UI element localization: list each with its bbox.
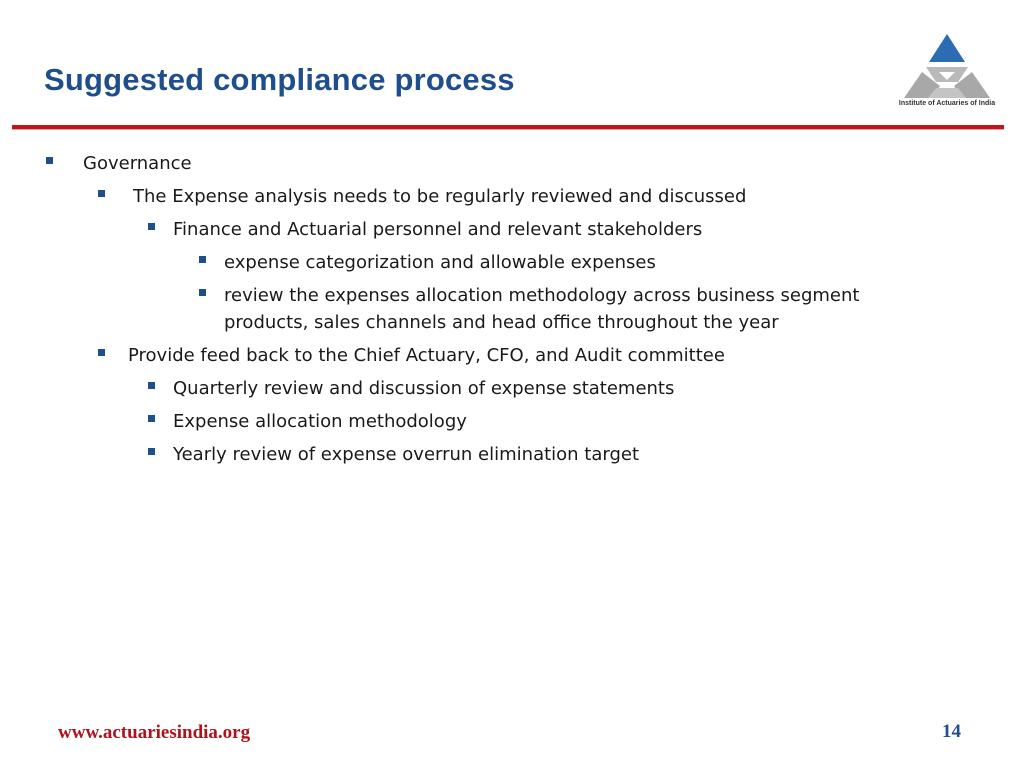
bullet-marker [199, 289, 206, 296]
bullet-marker [199, 256, 206, 263]
bullet-marker [148, 382, 155, 389]
slide-title: Suggested compliance process [44, 62, 515, 97]
list-item-finance-actuarial: Finance and Actuarial personnel and relevant stakeholders [173, 219, 703, 240]
header-divider [12, 125, 1004, 130]
list-item-governance: Governance [83, 153, 192, 174]
list-item-review-allocation-continued: products, sales channels and head office throughout the year [224, 312, 779, 333]
list-item-quarterly-review: Quarterly review and discussion of expense statements [173, 378, 675, 399]
bullet-marker [98, 349, 105, 356]
bullet-marker [148, 223, 155, 230]
list-item-allocation-methodology: Expense allocation methodology [173, 411, 467, 432]
institute-logo [896, 30, 998, 112]
list-item-provide-feedback: Provide feed back to the Chief Actuary, CFO, and Audit committee [128, 345, 725, 366]
footer-website-link[interactable]: www.actuariesindia.org [58, 722, 251, 743]
bullet-marker [98, 190, 105, 197]
list-item-expense-categorization: expense categorization and allowable expenses [224, 252, 656, 273]
list-item-yearly-review: Yearly review of expense overrun elimination target [173, 444, 640, 465]
logo-text: Institute of Actuaries of India [898, 100, 996, 107]
bullet-marker [148, 448, 155, 455]
list-item-review-allocation: review the expenses allocation methodology across business segment [224, 285, 860, 306]
bullet-marker [148, 415, 155, 422]
page-number: 14 [942, 721, 961, 742]
bullet-marker [46, 157, 53, 164]
triangle-logo-icon [896, 30, 998, 100]
list-item-expense-analysis: The Expense analysis needs to be regularly reviewed and discussed [133, 186, 747, 207]
